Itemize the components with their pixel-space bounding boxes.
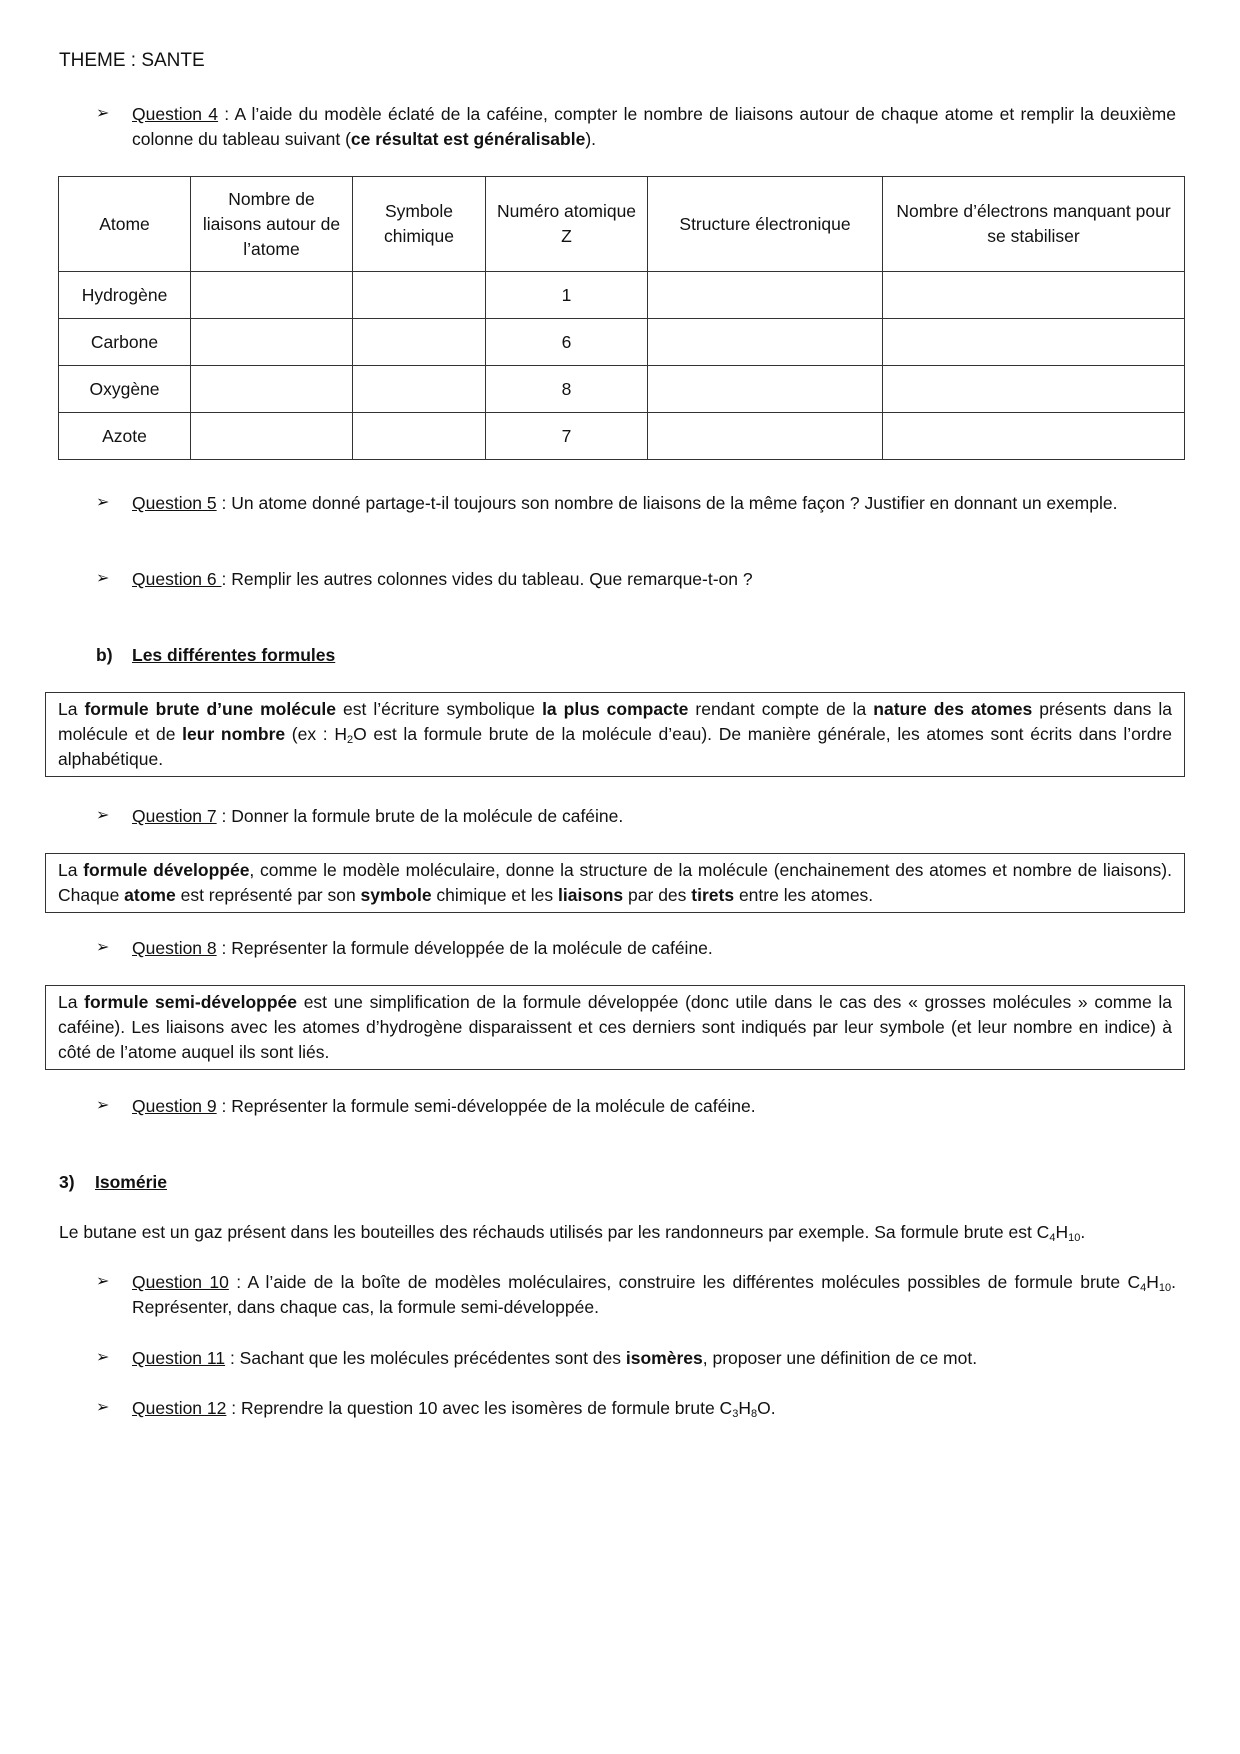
question-7-text: Question 7 : Donner la formule brute de la molécule de caféine. xyxy=(132,806,624,826)
header-atome: Atome xyxy=(59,177,191,272)
question-4-text: Question 4 : A l’aide du modèle éclaté de la caféine, compter le nombre de liaisons autour de chaque atome et remplir la deuxième colonne du tableau suivant (ce résultat est généralisable). xyxy=(132,104,1176,149)
question-10 xyxy=(96,1270,1176,1320)
question-6 xyxy=(96,567,1176,592)
arrow-bullet-icon: ➢ xyxy=(96,105,110,122)
question-label: Question 4 xyxy=(132,104,219,124)
cell-empty xyxy=(353,272,486,319)
question-7 xyxy=(96,804,1176,829)
cell-empty xyxy=(191,319,353,366)
table-row xyxy=(59,319,1185,366)
cell-empty xyxy=(648,366,883,413)
question-8 xyxy=(96,936,1176,961)
table-row xyxy=(59,413,1185,460)
arrow-bullet-icon: ➢ xyxy=(96,1349,110,1366)
cell-atom: Azote xyxy=(59,413,191,460)
question-12 xyxy=(96,1396,1176,1421)
cell-empty xyxy=(353,413,486,460)
cell-empty xyxy=(353,366,486,413)
arrow-bullet-icon: ➢ xyxy=(96,494,110,511)
header-numero: Numéro atomique Z xyxy=(486,177,648,272)
cell-z: 6 xyxy=(486,319,648,366)
arrow-bullet-icon: ➢ xyxy=(96,570,110,587)
table-row xyxy=(59,366,1185,413)
butane-paragraph: Le butane est un gaz présent dans les bouteilles des réchauds utilisés par les randonneurs par exemple. Sa formule brute est $C_4H_{10}$. xyxy=(59,1222,1086,1244)
cell-empty xyxy=(191,413,353,460)
arrow-bullet-icon: ➢ xyxy=(96,939,110,956)
question-9 xyxy=(96,1094,1176,1119)
cell-empty xyxy=(883,366,1185,413)
question-5-text: Question 5 : Un atome donné partage-t-il toujours son nombre de liaisons de la même façon ? Justifier en donnant un exemple. xyxy=(132,493,1118,513)
question-6-text: Question 6 : Remplir les autres colonnes vides du tableau. Que remarque-t-on ? xyxy=(132,569,753,589)
cell-empty xyxy=(883,413,1185,460)
cell-empty xyxy=(648,272,883,319)
definition-box-formule-developpee: La formule développée, comme le modèle moléculaire, donne la structure de la molécule (enchainement des atomes et nombre de liaisons). Chaque atome est représenté par son symbole chimique et les liaisons par des tirets entre les atomes. xyxy=(45,853,1185,913)
cell-z: 8 xyxy=(486,366,648,413)
atom-table xyxy=(58,176,1185,460)
cell-empty xyxy=(883,272,1185,319)
question-9-text: Question 9 : Représenter la formule semi-développée de la molécule de caféine. xyxy=(132,1096,756,1116)
table-row xyxy=(59,272,1185,319)
question-5 xyxy=(96,491,1176,516)
header-structure: Structure électronique xyxy=(648,177,883,272)
definition-box-formule-semi-developpee: La formule semi-développée est une simplification de la formule développée (donc utile dans le cas des « grosses molécules » comme la caféine). Les liaisons avec les atomes d’hydrogène disparaissent et ces derniers sont indiqués par leur symbole (et leur nombre en indice) à côté de l’atome auquel ils sont liés. xyxy=(45,985,1185,1070)
arrow-bullet-icon: ➢ xyxy=(96,807,110,824)
cell-empty xyxy=(648,319,883,366)
cell-atom: Hydrogène xyxy=(59,272,191,319)
header-liaisons: Nombre de liaisons autour de l’atome xyxy=(191,177,353,272)
page-theme: THEME : SANTE xyxy=(59,50,205,71)
section-heading-b: b) Les différentes formules xyxy=(96,645,336,665)
cell-empty xyxy=(353,319,486,366)
header-symbole: Symbole chimique xyxy=(353,177,486,272)
cell-atom: Oxygène xyxy=(59,366,191,413)
cell-empty xyxy=(648,413,883,460)
question-12-text: Question 12 : Reprendre la question 10 avec les isomères de formule brute $C_3H_8O$. xyxy=(132,1398,776,1420)
question-11 xyxy=(96,1346,1176,1371)
question-10-text: Question 10 : A l’aide de la boîte de modèles moléculaires, construire les différentes molécules possibles de formule brute $C_4H_{10}$. Représenter, dans chaque cas, la formule semi-développée. xyxy=(132,1272,1177,1317)
arrow-bullet-icon: ➢ xyxy=(96,1097,110,1114)
cell-atom: Carbone xyxy=(59,319,191,366)
cell-empty xyxy=(191,366,353,413)
definition-box-formule-brute: La formule brute d’une molécule est l’écriture symbolique la plus compacte rendant compte de la nature des atomes présents dans la molécule et de leur nombre (ex : $H_2O$ est la formule brute de la molécule d’eau). De manière générale, les atomes sont écrits dans l’ordre alphabétique. xyxy=(45,692,1185,777)
cell-empty xyxy=(191,272,353,319)
arrow-bullet-icon: ➢ xyxy=(96,1399,110,1416)
header-electrons: Nombre d’électrons manquant pour se stabiliser xyxy=(883,177,1185,272)
arrow-bullet-icon: ➢ xyxy=(96,1273,110,1290)
cell-z: 7 xyxy=(486,413,648,460)
question-8-text: Question 8 : Représenter la formule développée de la molécule de caféine. xyxy=(132,938,713,958)
cell-empty xyxy=(883,319,1185,366)
question-11-text: Question 11 : Sachant que les molécules précédentes sont des isomères, proposer une définition de ce mot. xyxy=(132,1348,978,1368)
question-4 xyxy=(96,102,1176,152)
section-heading-3: 3) Isomérie xyxy=(59,1172,167,1192)
table-header-row xyxy=(59,177,1185,272)
cell-z: 1 xyxy=(486,272,648,319)
